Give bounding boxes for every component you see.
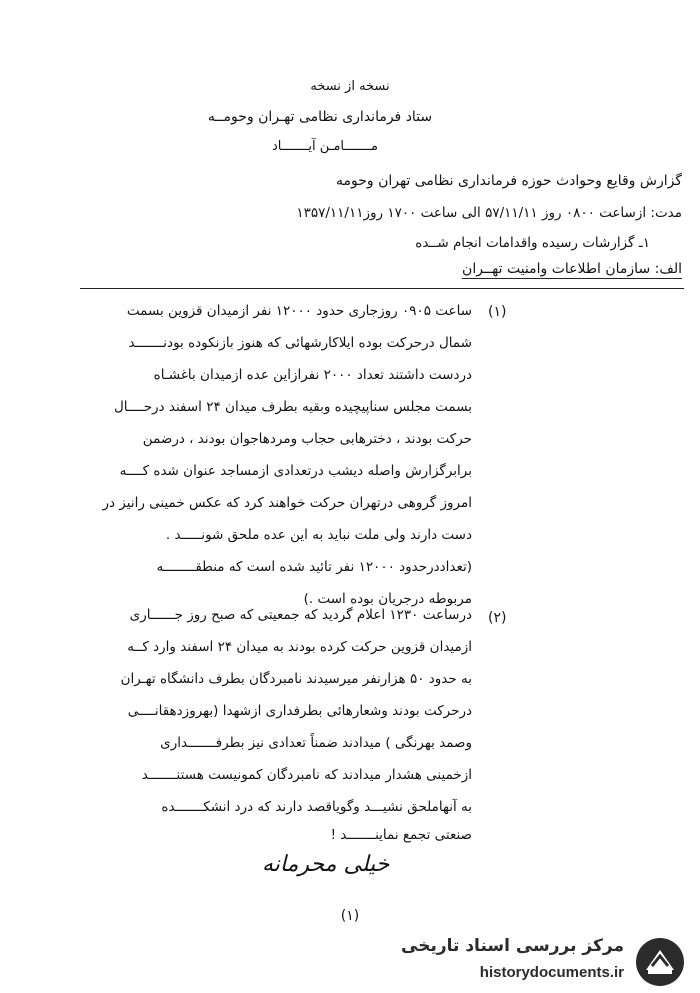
paragraph-line: ازمیدان قزوین حرکت کرده بودند به میدان ۲۴ اسفند وارد کــه xyxy=(127,639,472,655)
paragraph-line: بسمت مجلس سناپیچیده وبقیه بطرف میدان ۲۴ اسفند درحــــال xyxy=(113,399,472,415)
paragraph-line: وصمد بهرنگی ) میدادند ضمناً تعدادی نیز بطرفـــــــداری xyxy=(160,735,472,751)
paragraph-line: ساعت ۰۹۰۵ روزجاری حدود ۱۲۰۰۰ نفر ازمیدان قزوین بسمت xyxy=(126,303,472,319)
top-divider xyxy=(80,288,684,289)
paragraph-line: به حدود ۵۰ هزارنفر میرسیدند نامبردگان بطرف دانشگاه تهـران xyxy=(120,671,472,687)
paragraph-line: (تعداددرحدود ۱۲۰۰۰ نفر تائید شده است که منطقــــــــه xyxy=(156,559,472,575)
paragraph-line: دردست داشتند تعداد ۲۰۰۰ نفرازاین عده ازمیدان باغشـاه xyxy=(153,367,472,383)
paragraph-line: درحرکت بودند وشعارهائی بطرفداری ازشهدا (بهروزدهقانــــی xyxy=(127,703,472,719)
paragraph-line: صنعتی تجمع نماینـــــــد ! xyxy=(330,827,472,843)
section-line: مـــــــامـن آیـــــــاد xyxy=(271,139,379,154)
paragraph-line: حرکت بودند ، دخترهابی حجاب ومردهاجوان بودند ، درضمن xyxy=(142,431,472,447)
report-title: گزارش وقایع وحوادث حوزه فرمانداری نظامی تهران وحومه xyxy=(335,173,682,189)
watermark xyxy=(392,934,692,990)
section-1-heading: ۱ـ گزارشات رسیده واقدامات انجام شــده xyxy=(415,235,650,251)
paragraph-line: برابرگزارش واصله دیشب درتعدادی ازمساجد عنوان شده کــــه xyxy=(119,463,472,479)
org-line: ستاد فرمانداری نظامی تهـران وحومــه xyxy=(207,109,433,125)
copy-line: نسخه از نسخه xyxy=(310,79,390,94)
paragraph-line: شمال درحرکت بوده ایلاکارشهائی که هنوز بازنکوده بودنـــــــد xyxy=(128,335,472,351)
classification-signature: خیلی محرمانه xyxy=(262,852,390,877)
paragraph-line: به آنهاملحق نشیـــد وگویاقصد دارند که درد انشکـــــــده xyxy=(161,799,472,815)
subsection-a-heading xyxy=(462,260,682,278)
paragraph-line: دست دارند ولی ملت نباید به این عده ملحق شونـــــد . xyxy=(165,527,472,543)
paragraph-line: ازخمینی هشدار میدادند که نامبردگان کمونیست هستنـــــــد xyxy=(141,767,472,783)
paragraph-line: درساعت ۱۲۳۰ اعلام گردید که جمعیتی که صبح روز جــــــاری xyxy=(129,607,472,623)
subsection-a-text: الف: سازمان اطلاعات وامنیت تهــران xyxy=(462,261,682,277)
watermark-url: historydocuments.ir xyxy=(479,964,624,981)
page-number: (۱) xyxy=(340,908,360,924)
paragraph-number: (۲) xyxy=(488,610,507,626)
paragraph-line: امروز گروهی درتهران حرکت خواهند کرد که عکس خمینی رانیز در xyxy=(102,495,472,511)
paragraph-line: مربوطه درجریان بوده است .) xyxy=(303,591,472,607)
paragraph-number: (۱) xyxy=(488,304,507,320)
report-period: مدت: ازساعت ۰۸۰۰ روز ۵۷/۱۱/۱۱ الی ساعت ۱۷۰۰ روز۱۳۵۷/۱۱/۱۱ xyxy=(296,205,682,221)
book-emblem-icon xyxy=(632,936,688,988)
watermark-name: مرکز بررسی اسناد تاریخی xyxy=(401,936,624,956)
